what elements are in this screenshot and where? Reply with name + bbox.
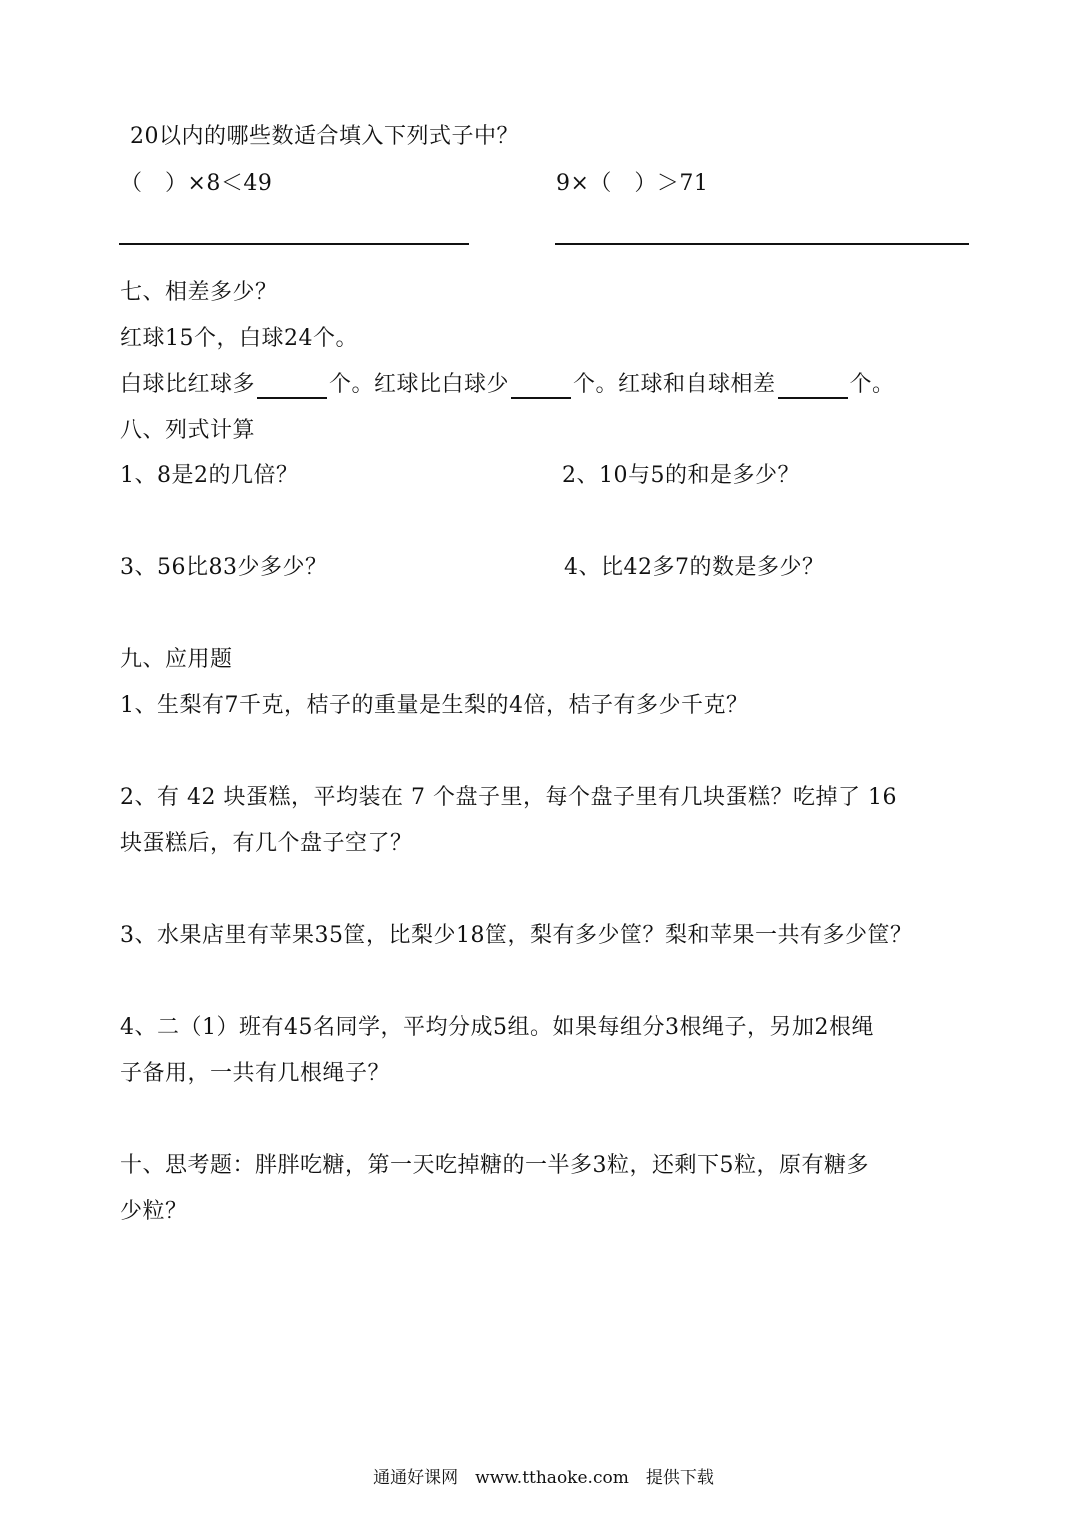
section7-fill-sentence (120, 371, 895, 399)
section7-title: 七、相差多少？ (120, 280, 278, 305)
fill-text-3: 个。红球和自球相差 (573, 372, 776, 397)
section9-q1: 1、生梨有7千克，桔子的重量是生梨的4倍，桔子有多少千克？ (120, 693, 749, 718)
section9-q4-line1: 4、二（1）班有45名同学，平均分成5组。如果每组分3根绳子，另加2根绳 (120, 1015, 874, 1040)
section8-q3: 3、56比83少多少？ (120, 555, 328, 580)
section6-question: 20以内的哪些数适合填入下列式子中？ (130, 124, 519, 149)
section9-q2-line2: 块蛋糕后，有几个盘子空了？ (120, 831, 413, 856)
page-footer: 通通好课网 www.tthaoke.com 提供下载 (373, 1468, 714, 1488)
fill-text-4: 个。 (849, 372, 895, 397)
section8-q1: 1、8是2的几倍？ (120, 463, 299, 488)
expression-right: 9×（ ）＞71 (556, 171, 709, 196)
fill-blank-3[interactable] (778, 375, 848, 399)
fill-blank-2[interactable] (511, 375, 571, 399)
section10-line2: 少粒？ (120, 1199, 188, 1224)
section8-title: 八、列式计算 (120, 418, 256, 443)
section9-q4-line2: 子备用，一共有几根绳子？ (120, 1061, 391, 1086)
answer-line-right (555, 243, 969, 245)
expression-left: （ ）×8＜49 (120, 171, 273, 196)
section9-q2-line1: 2、有 42 块蛋糕，平均装在 7 个盘子里，每个盘子里有几块蛋糕？吃掉了 16 (120, 785, 897, 810)
fill-text-1: 白球比红球多 (120, 372, 256, 397)
fill-blank-1[interactable] (257, 375, 327, 399)
section9-title: 九、应用题 (120, 647, 233, 672)
answer-line-left (119, 243, 469, 245)
section8-q4: 4、比42多7的数是多少？ (564, 555, 825, 580)
section7-given: 红球15个，白球24个。 (120, 326, 358, 351)
section8-q2: 2、10与5的和是多少？ (562, 463, 800, 488)
section9-q3: 3、水果店里有苹果35筐，比梨少18筐，梨有多少筐？梨和苹果一共有多少筐？ (120, 923, 913, 948)
section10-line1: 十、思考题：胖胖吃糖，第一天吃掉糖的一半多3粒，还剩下5粒，原有糖多 (120, 1153, 869, 1178)
fill-text-2: 个。红球比白球少 (329, 372, 510, 397)
